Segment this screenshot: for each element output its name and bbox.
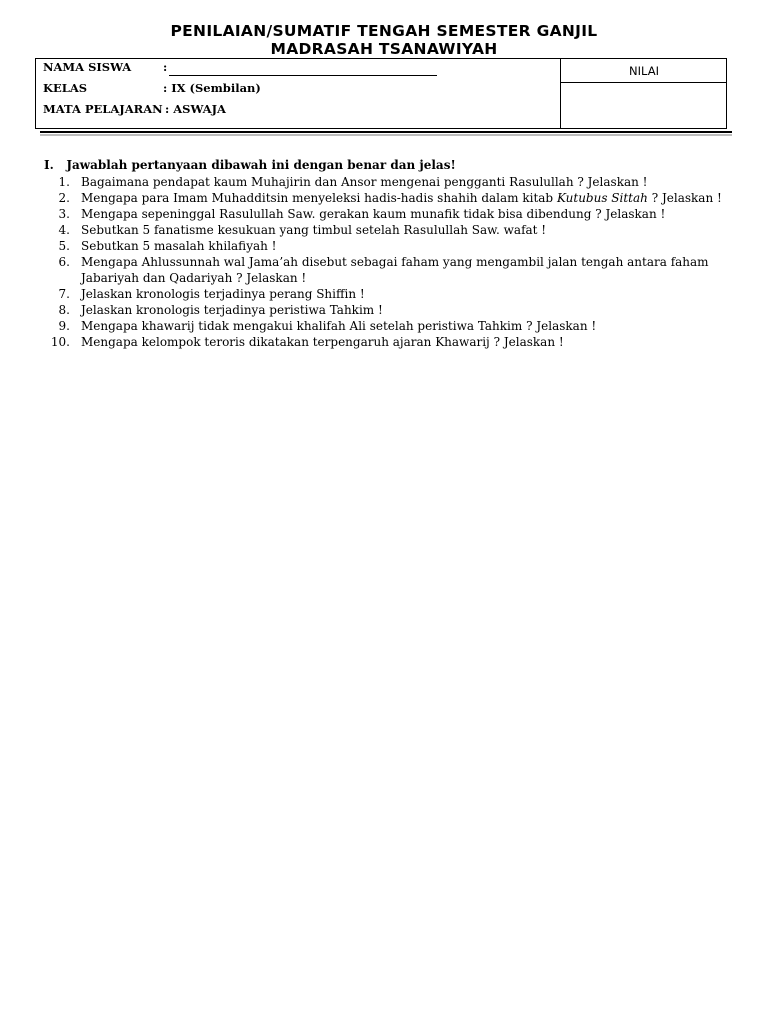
question-item [44,318,734,334]
question-text: Bagaimana pendapat kaum Muhajirin dan Ansor mengenai pengganti Rasulullah ? Jelaskan ! [81,175,648,189]
question-number: 8. [58,303,70,317]
question-number: 10. [50,335,70,349]
question-item [44,206,734,222]
question-item [44,286,734,302]
question-text: Mengapa khawarij tidak mengakui khalifah Ali setelah peristiwa Tahkim ? Jelaskan ! [81,319,597,333]
question-number: 4. [58,223,70,237]
mapel-value: : ASWAJA [165,102,226,116]
document-title-line2: MADRASAH TSANAWIYAH [270,40,498,58]
document-title-line1: PENILAIAN/SUMATIF TENGAH SEMESTER GANJIL [170,22,598,40]
name-fill-line[interactable] [169,75,437,76]
question-text: Mengapa Ahlussunnah wal Jama’ah disebut sebagai faham yang mengambil jalan tengah antara faham Jabariyah dan Qadariyah ? Jelaskan ! [81,255,709,285]
nama-label: NAMA SISWA [43,60,132,74]
question-text-part: ? Jelaskan ! [647,191,722,205]
question-item [44,174,734,190]
header-divider-shadow [40,134,732,136]
question-number: 2. [58,191,70,205]
question-number: 3. [58,207,70,221]
student-info-box [35,58,727,129]
section-heading: I. Jawablah pertanyaan dibawah ini dengan benar dan jelas! [44,158,456,172]
question-text: Mengapa sepeninggal Rasulullah Saw. gerakan kaum munafik tidak bisa dibendung ? Jelaskan ! [81,207,666,221]
question-number: 5. [58,239,70,253]
header-divider [40,131,732,133]
question-text: Sebutkan 5 fanatisme kesukuan yang timbul setelah Rasulullah Saw. wafat ! [81,223,547,237]
question-text: Jelaskan kronologis terjadinya perang Shiffin ! [81,287,365,301]
book-title: Kutubus Sittah [556,191,648,205]
kelas-value: : IX (Sembilan) [163,81,261,95]
question-text: Jelaskan kronologis terjadinya peristiwa Tahkim ! [81,303,383,317]
question-text-part: Mengapa para Imam Muhadditsin menyeleksi hadis-hadis shahih dalam kitab [81,191,557,205]
question-number: 9. [58,319,70,333]
nama-colon: : [163,60,168,74]
question-item [44,238,734,254]
nilai-column [560,59,727,128]
nilai-label: NILAI [561,59,727,83]
question-item [44,222,734,238]
question-item [44,334,734,350]
question-number: 1. [58,175,70,189]
question-list [44,174,734,350]
question-number: 6. [58,255,70,269]
question-number: 7. [58,287,70,301]
kelas-label: KELAS [43,81,88,95]
mapel-label: MATA PELAJARAN [43,102,163,116]
question-item [44,190,734,206]
question-text: Mengapa kelompok teroris dikatakan terpengaruh ajaran Khawarij ? Jelaskan ! [81,335,564,349]
question-text [81,190,734,206]
question-item [44,254,734,286]
question-item [44,302,734,318]
question-text: Sebutkan 5 masalah khilafiyah ! [81,239,277,253]
